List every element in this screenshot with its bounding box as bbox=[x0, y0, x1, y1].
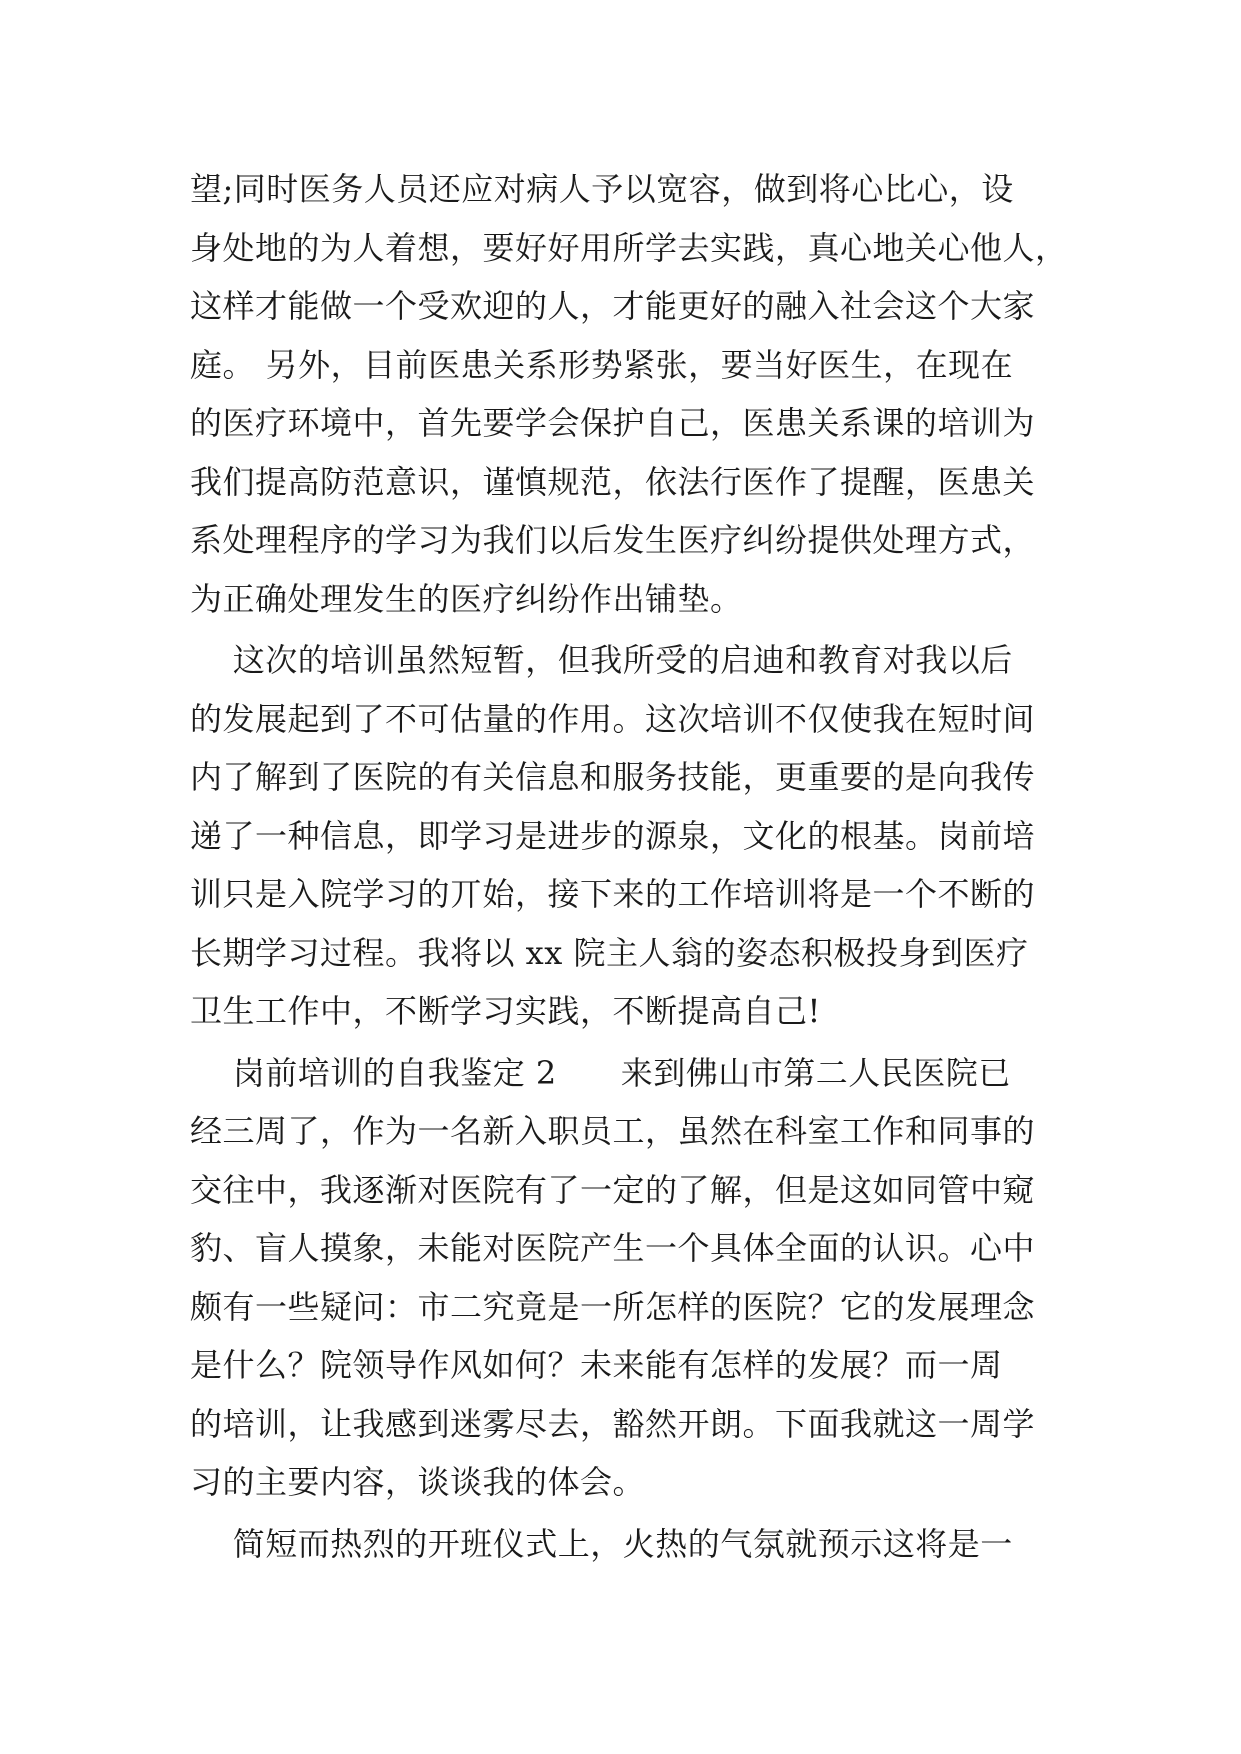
text-line: 庭。 另外，目前医患关系形势紧张，要当好医生，在现在 bbox=[190, 345, 1014, 384]
text-line: 身处地的为人着想，要好好用所学去实践，真心地关心他人， bbox=[190, 228, 1068, 267]
text-line: 的培训，让我感到迷雾尽去，豁然开朗。下面我就这一周学 bbox=[190, 1404, 1036, 1443]
paragraph-start-line: 这次的培训虽然短暂，但我所受的启迪和教育对我以后 bbox=[190, 641, 1013, 679]
text-line: 经三周了，作为一名新入职员工，虽然在科室工作和同事的 bbox=[190, 1112, 1036, 1150]
text-line: 交往中，我逐渐对医院有了一定的了解，但是这如同管中窥 bbox=[190, 1170, 1036, 1209]
text-line: 我们提高防范意识，谨慎规范，依法行医作了提醒，医患关 bbox=[190, 462, 1036, 501]
text-line: 的医疗环境中，首先要学会保护自己，医患关系课的培训为 bbox=[190, 404, 1036, 442]
text-line: 递了一种信息，即学习是进步的源泉，文化的根基。岗前培 bbox=[190, 816, 1036, 855]
text-line: 系处理程序的学习为我们以后发生医疗纠纷提供处理方式， bbox=[190, 521, 1036, 559]
text-line: 习的主要内容，谈谈我的体会。 bbox=[190, 1463, 646, 1501]
text-line: 内了解到了医院的有关信息和服务技能，更重要的是向我传 bbox=[190, 758, 1036, 796]
text-line: 望;同时医务人员还应对病人予以宽容，做到将心比心，设 bbox=[190, 170, 1014, 208]
text-line: 为正确处理发生的医疗纠纷作出铺垫。 bbox=[190, 579, 743, 618]
text-line: 是什么？院领导作风如何？未来能有怎样的发展？而一周 bbox=[190, 1346, 1003, 1384]
text-line: 这样才能做一个受欢迎的人，才能更好的融入社会这个大家 bbox=[190, 287, 1036, 325]
text-line: 颇有一些疑问：市二究竟是一所怎样的医院？它的发展理念 bbox=[190, 1287, 1036, 1326]
paragraph-start-line: 简短而热烈的开班仪式上，火热的气氛就预示这将是一 bbox=[190, 1524, 1013, 1563]
document-body bbox=[190, 160, 1068, 1573]
text-line: 长期学习过程。我将以 xx 院主人翁的姿态积极投身到医疗 bbox=[190, 933, 1029, 972]
text-line: 卫生工作中，不断学习实践，不断提高自己! bbox=[190, 992, 821, 1030]
text-line: 豹、盲人摸象，未能对医院产生一个具体全面的认识。心中 bbox=[190, 1229, 1036, 1267]
section-heading-line: 岗前培训的自我鉴定 2 来到佛山市第二人民医院已 bbox=[190, 1053, 1011, 1092]
text-line: 的发展起到了不可估量的作用。这次培训不仅使我在短时间 bbox=[190, 699, 1036, 738]
text-line: 训只是入院学习的丌始，接下来的工作培训将是一个不断的 bbox=[190, 875, 1036, 913]
